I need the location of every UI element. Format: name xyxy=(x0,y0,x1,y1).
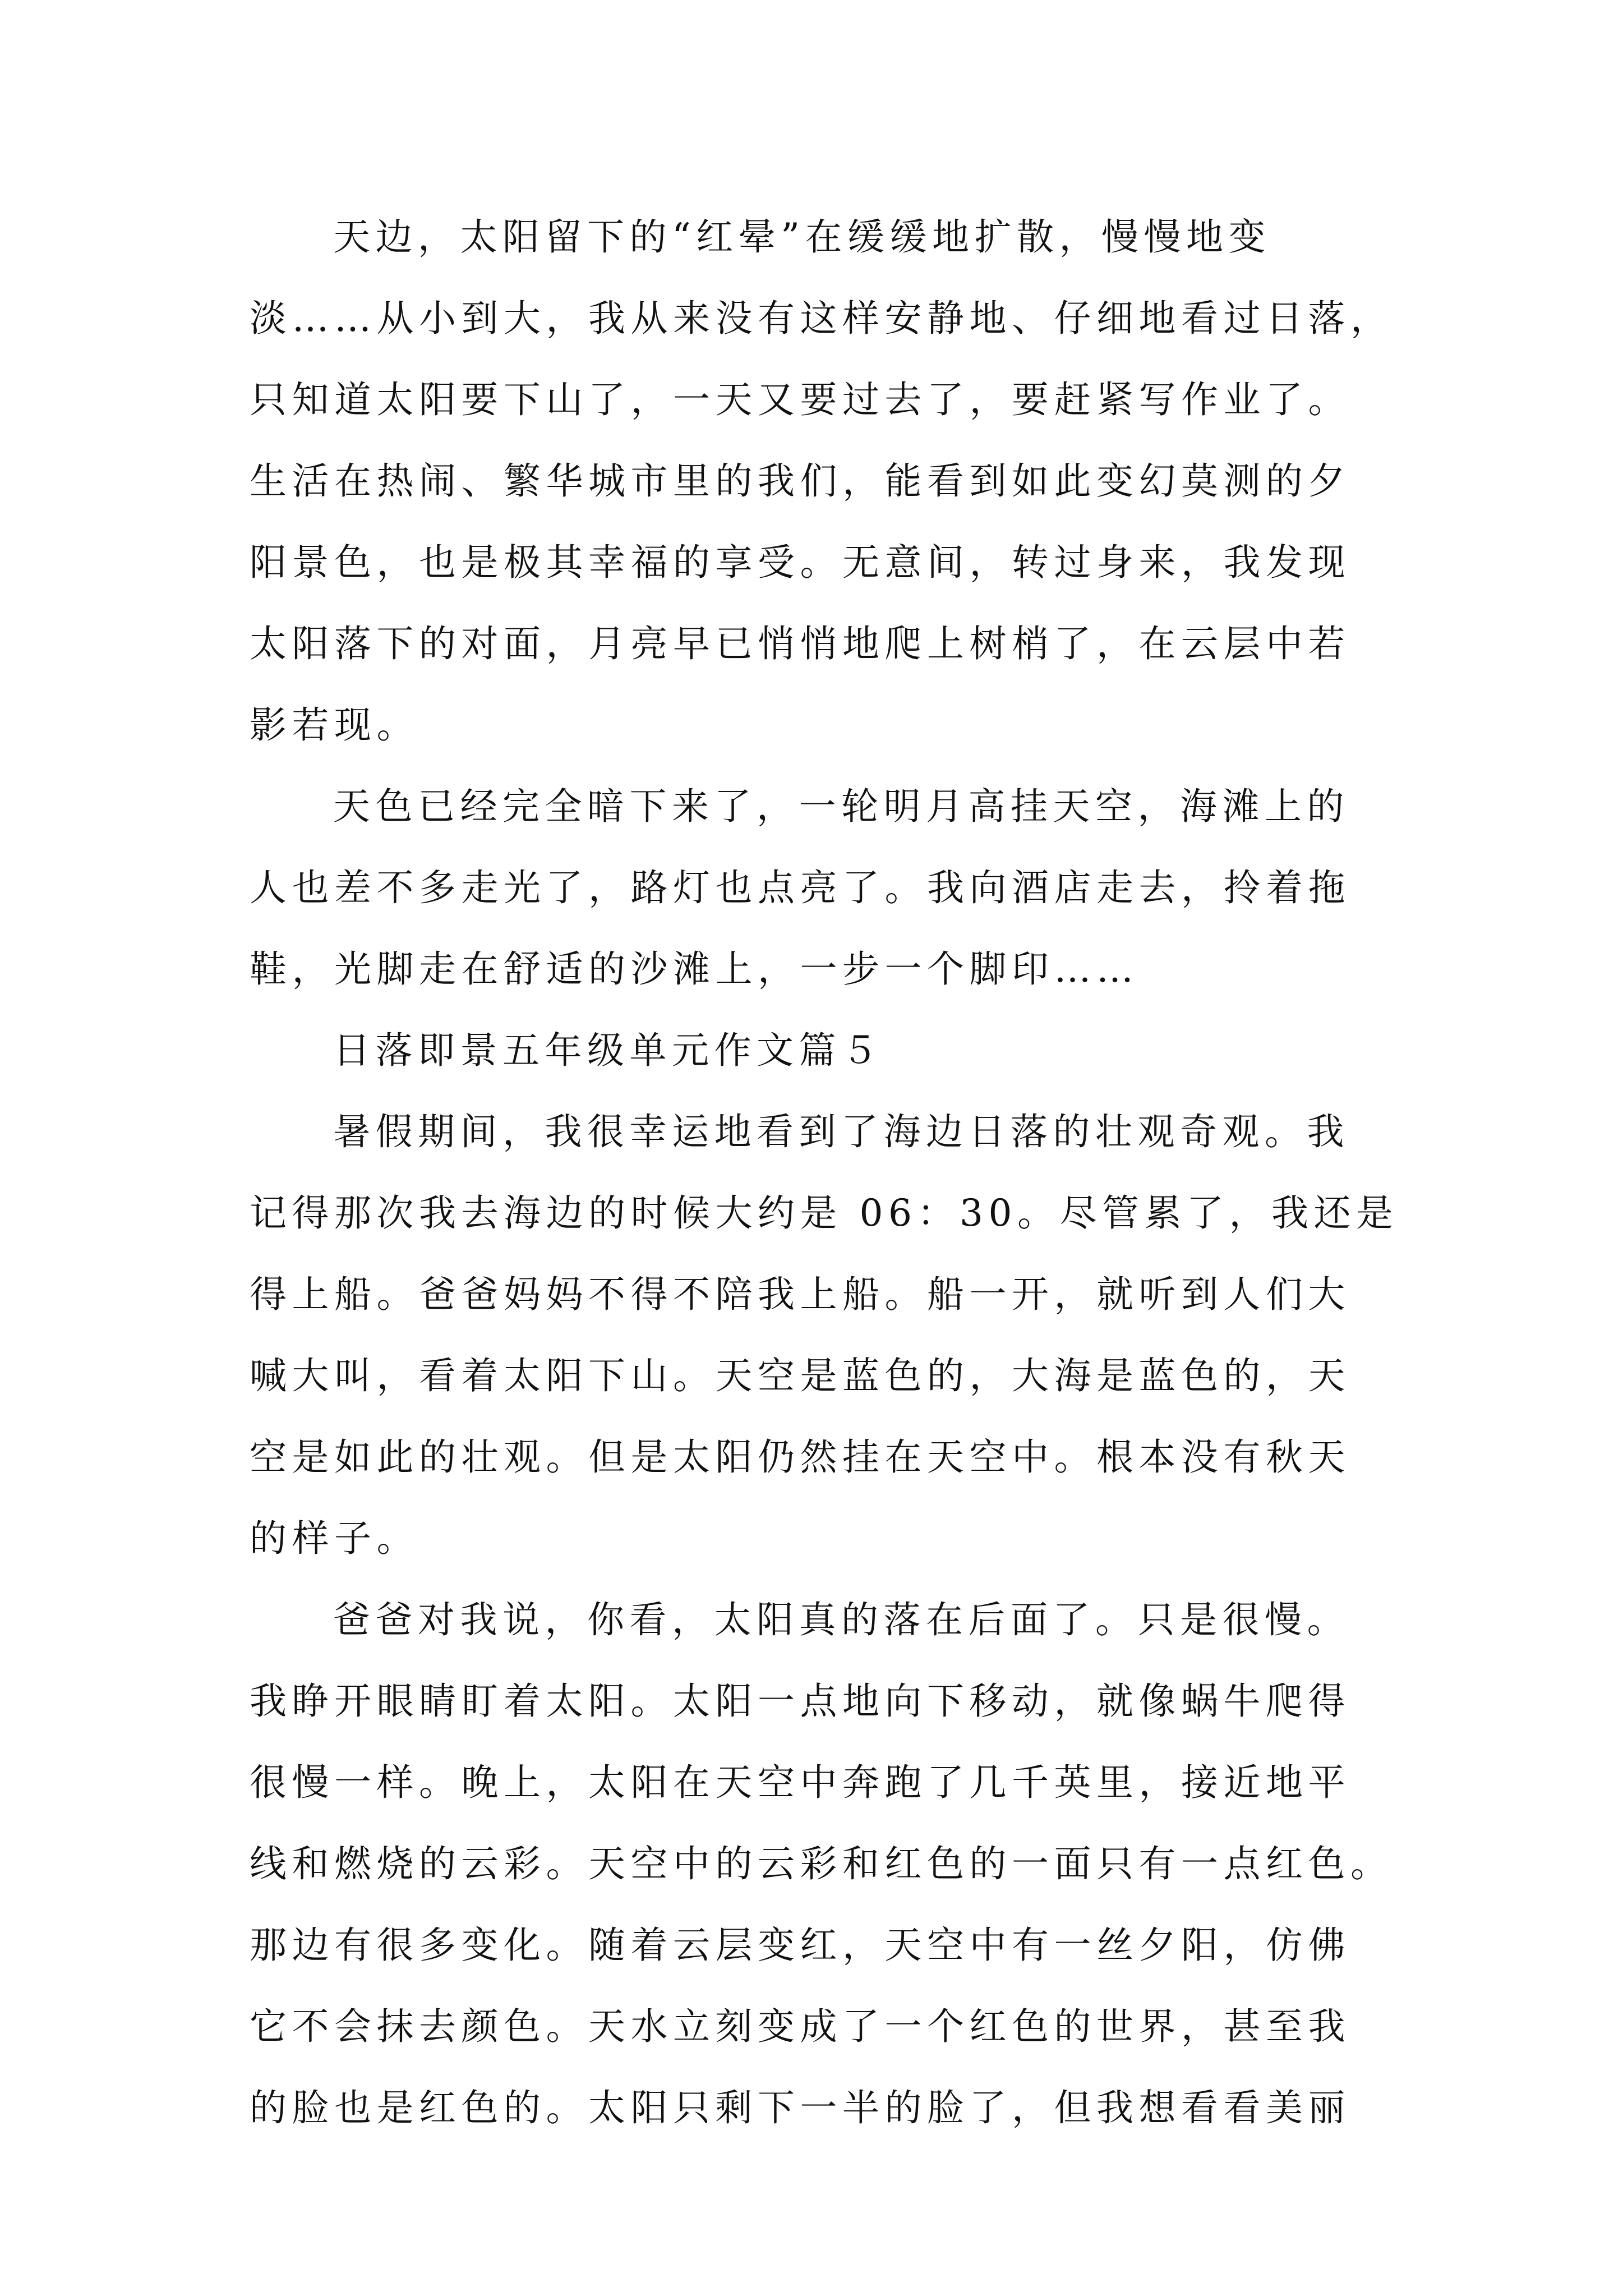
text-line: 空是如此的壮观。但是太阳仍然挂在天空中。根本没有秋天 xyxy=(250,1435,1350,1479)
text-line: 它不会抹去颜色。天水立刻变成了一个红色的世界，甚至我 xyxy=(250,2005,1350,2048)
text-line: 很慢一样。晚上，太阳在天空中奔跑了几千英里，接近地平 xyxy=(250,1761,1350,1804)
text-line: 喊大叫，看着太阳下山。天空是蓝色的，大海是蓝色的，天 xyxy=(250,1354,1350,1397)
text-line: 爸爸对我说，你看，太阳真的落在后面了。只是很慢。 xyxy=(333,1598,1349,1641)
text-line: 太阳落下的对面，月亮早已悄悄地爬上树梢了，在云层中若 xyxy=(250,622,1350,665)
text-line: 记得那次我去海边的时候大约是 06：30。尽管累了，我还是 xyxy=(250,1191,1399,1235)
text-line: 阳景色，也是极其幸福的享受。无意间，转过身来，我发现 xyxy=(250,541,1350,584)
text-line: 只知道太阳要下山了，一天又要过去了，要赶紧写作业了。 xyxy=(250,378,1350,421)
text-line: 鞋，光脚走在舒适的沙滩上，一步一个脚印…… xyxy=(250,947,1139,991)
text-line: 得上船。爸爸妈妈不得不陪我上船。船一开，就听到人们大 xyxy=(250,1273,1350,1316)
text-line: 天色已经完全暗下来了，一轮明月高挂天空，海滩上的 xyxy=(333,785,1349,828)
text-line: 那边有很多变化。随着云层变红，天空中有一丝夕阳，仿佛 xyxy=(250,1924,1350,1967)
text-line: 天边，太阳留下的“红晕”在缓缓地扩散，慢慢地变 xyxy=(333,215,1271,259)
text-line: 淡……从小到大，我从来没有这样安静地、仔细地看过日落， xyxy=(250,297,1393,340)
text-line: 人也差不多走光了，路灯也点亮了。我向酒店走去，拎着拖 xyxy=(250,866,1350,909)
text-line: 的样子。 xyxy=(250,1517,419,1560)
text-line: 暑假期间，我很幸运地看到了海边日落的壮观奇观。我 xyxy=(333,1110,1349,1153)
text-line: 生活在热闹、繁华城市里的我们，能看到如此变幻莫测的夕 xyxy=(250,459,1350,503)
section-heading: 日落即景五年级单元作文篇５ xyxy=(333,1029,884,1072)
text-line: 线和燃烧的云彩。天空中的云彩和红色的一面只有一点红色。 xyxy=(250,1842,1393,1885)
text-line: 的脸也是红色的。太阳只剩下一半的脸了，但我想看看美丽 xyxy=(250,2086,1350,2129)
text-line: 我睁开眼睛盯着太阳。太阳一点地向下移动，就像蜗牛爬得 xyxy=(250,1680,1350,1723)
text-line: 影若现。 xyxy=(250,703,419,747)
